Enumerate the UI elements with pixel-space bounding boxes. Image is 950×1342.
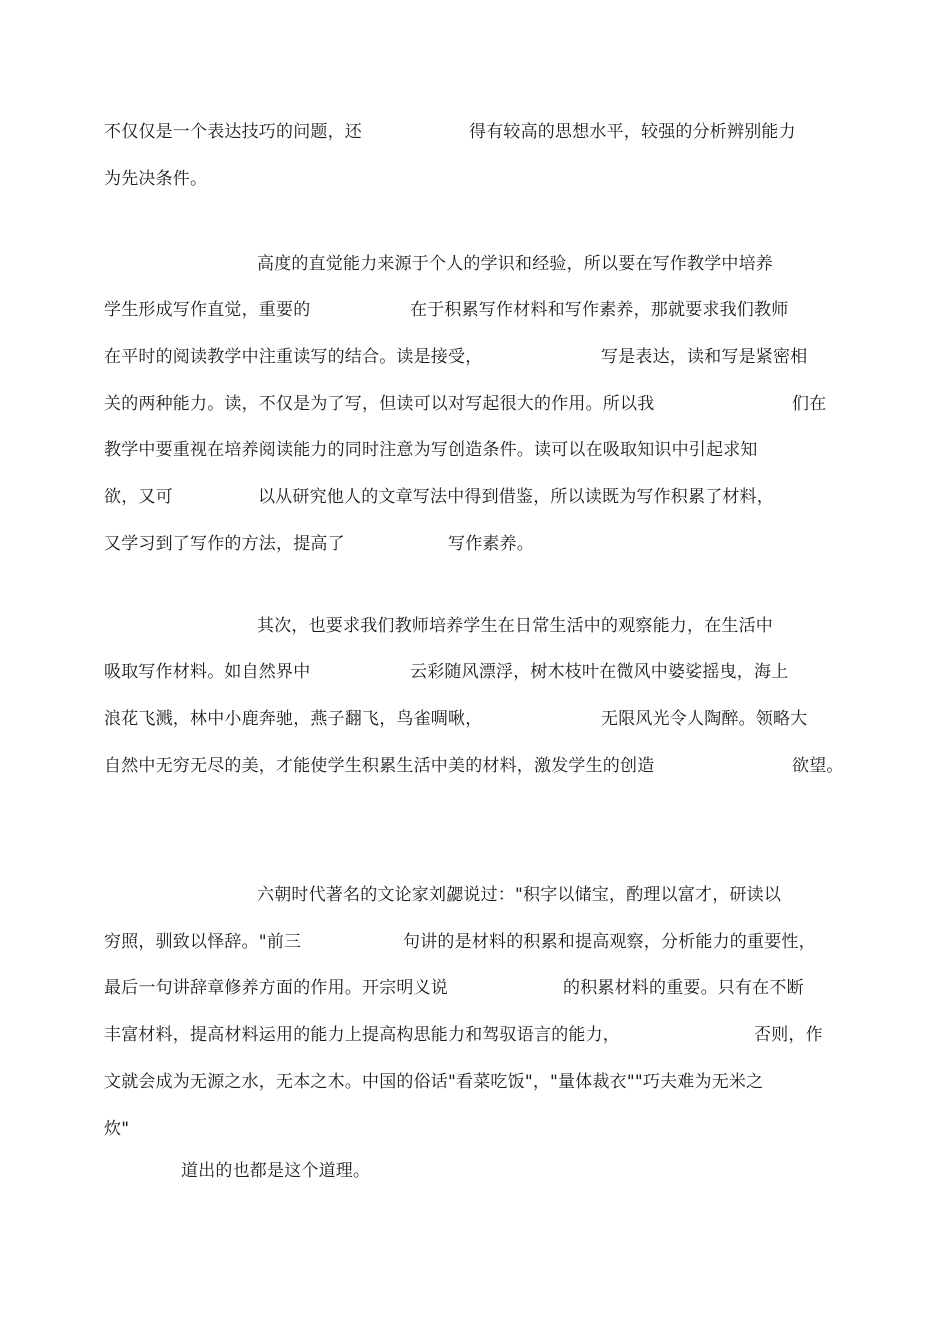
text-line: 们在 (792, 394, 827, 414)
text-line: 最后一句讲辞章修养方面的作用。开宗明义说 (104, 978, 448, 998)
text-line: 文就会成为无源之水，无本之木。中国的俗话"看菜吃饭"，"量体裁衣""巧夫难为无米之 (104, 1072, 764, 1092)
text-line: 其次，也要求我们教师培养学生在日常生活中的观察能力，在生活中 (257, 616, 773, 636)
text-line: 穷照，驯致以怿辞。"前三 (104, 932, 302, 952)
text-line: 为先决条件。 (104, 169, 208, 189)
text-line: 句讲的是材料的积累和提高观察，分析能力的重要性， (403, 932, 816, 952)
text-line: 又学习到了写作的方法，提高了 (104, 534, 345, 554)
text-line: 自然中无穷无尽的美，才能使学生积累生活中美的材料，激发学生的创造 (104, 756, 655, 776)
text-line: 的积累材料的重要。只有在不断 (563, 978, 804, 998)
text-line: 吸取写作材料。如自然界中 (104, 662, 311, 682)
text-line: 云彩随风漂浮，树木枝叶在微风中婆娑摇曳，海上 (410, 662, 789, 682)
text-line: 关的两种能力。读，不仅是为了写，但读可以对写起很大的作用。所以我 (104, 394, 655, 414)
text-line: 在平时的阅读教学中注重读写的结合。读是接受， (104, 347, 483, 367)
text-line: 欲望。 (792, 756, 844, 776)
text-line: 以从研究他人的文章写法中得到借鉴，所以读既为写作积累了材料， (258, 487, 774, 507)
text-line: 六朝时代著名的文论家刘勰说过："积字以储宝，酌理以富才，研读以 (257, 885, 782, 905)
text-line: 得有较高的思想水平，较强的分析辨别能力 (469, 122, 796, 142)
text-line: 道出的也都是这个道理。 (181, 1161, 371, 1181)
text-line: 否则，作 (754, 1025, 823, 1045)
text-line: 在于积累写作材料和写作素养，那就要求我们教师 (410, 300, 789, 320)
text-line: 写是表达，读和写是紧密相 (601, 347, 808, 367)
text-line: 浪花飞溅，林中小鹿奔驰，燕子翻飞，鸟雀啁啾， (104, 709, 483, 729)
text-line: 高度的直觉能力来源于个人的学识和经验，所以要在写作教学中培养 (257, 254, 773, 274)
text-line: 无限风光令人陶醉。领略大 (601, 709, 808, 729)
text-line: 不仅仅是一个表达技巧的问题，还 (104, 122, 362, 142)
text-line: 教学中要重视在培养阅读能力的同时注意为写创造条件。读可以在吸取知识中引起求知 (104, 440, 758, 460)
text-line: 欲，又可 (104, 487, 173, 507)
text-line: 写作素养。 (448, 534, 534, 554)
text-line: 丰富材料，提高材料运用的能力上提高构思能力和驾驭语言的能力， (104, 1025, 620, 1045)
text-line: 学生形成写作直觉，重要的 (104, 300, 311, 320)
text-line: 炊" (104, 1119, 130, 1139)
